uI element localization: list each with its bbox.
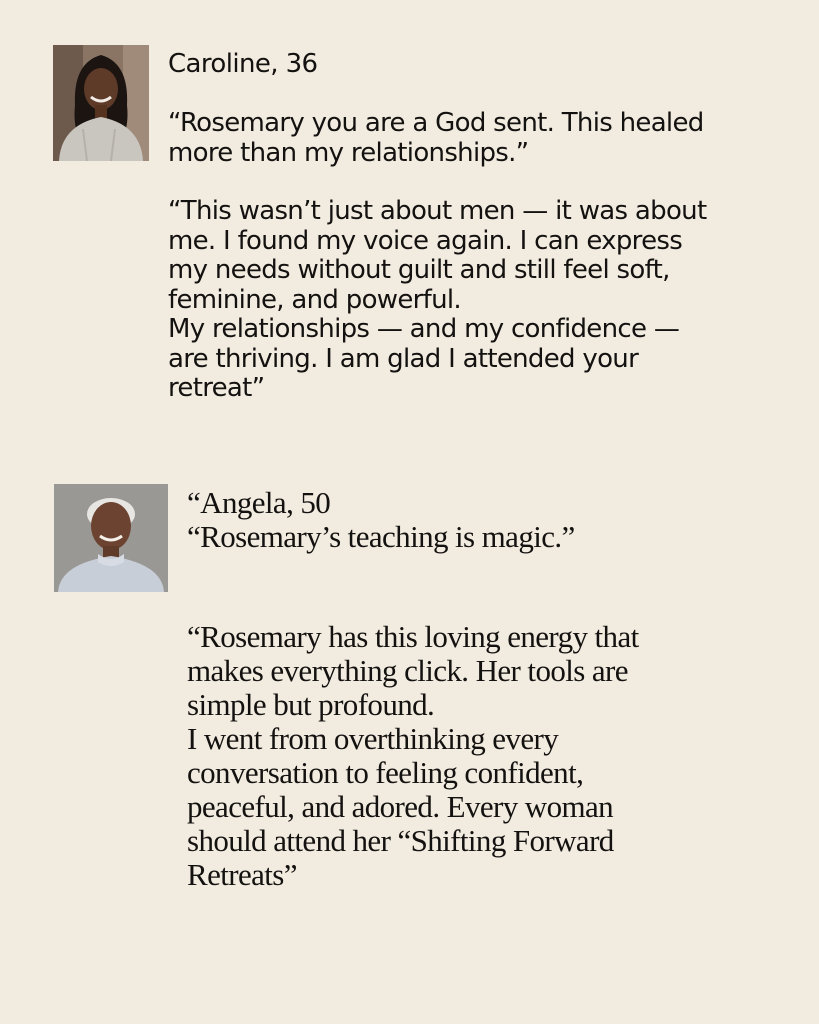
angela-portrait-photo [54, 484, 168, 592]
quote-line: more than my relationships.” [168, 137, 529, 168]
body-line: conversation to feeling confident, [187, 755, 584, 790]
body-line: “Rosemary has this loving energy that [187, 619, 639, 654]
body-line: peaceful, and adored. Every woman [187, 789, 614, 824]
angela-headline-quote [187, 520, 575, 554]
body-line: retreat” [168, 373, 265, 403]
quote-line: “Rosemary’s teaching is magic.” [187, 519, 575, 554]
angela-name: “Angela, 50 [187, 485, 331, 520]
body-line: me. I found my voice again. I can express [168, 225, 683, 256]
body-line: makes everything click. Her tools are [187, 653, 628, 688]
body-line: are thriving. I am glad I attended your [168, 343, 639, 374]
caroline-name: Caroline, 36 [168, 49, 318, 79]
caroline-portrait-photo [53, 45, 149, 161]
body-line: I went from overthinking every [187, 721, 559, 756]
angela-testimonial-body [187, 620, 807, 892]
body-line: simple but profound. [187, 687, 435, 722]
body-line: “This wasn’t just about men — it was about [168, 196, 707, 226]
body-line: my needs without guilt and still feel soft, [168, 255, 670, 285]
body-line: Retreats” [187, 857, 297, 892]
body-line: should attend her “Shifting Forward [187, 823, 614, 858]
caroline-headline-quote [168, 109, 808, 168]
body-line: feminine, and powerful. [168, 284, 461, 315]
body-line: My relationships — and my confidence — [168, 314, 680, 344]
caroline-testimonial-body [168, 197, 808, 404]
quote-line: “Rosemary you are a God sent. This healed [168, 108, 704, 138]
